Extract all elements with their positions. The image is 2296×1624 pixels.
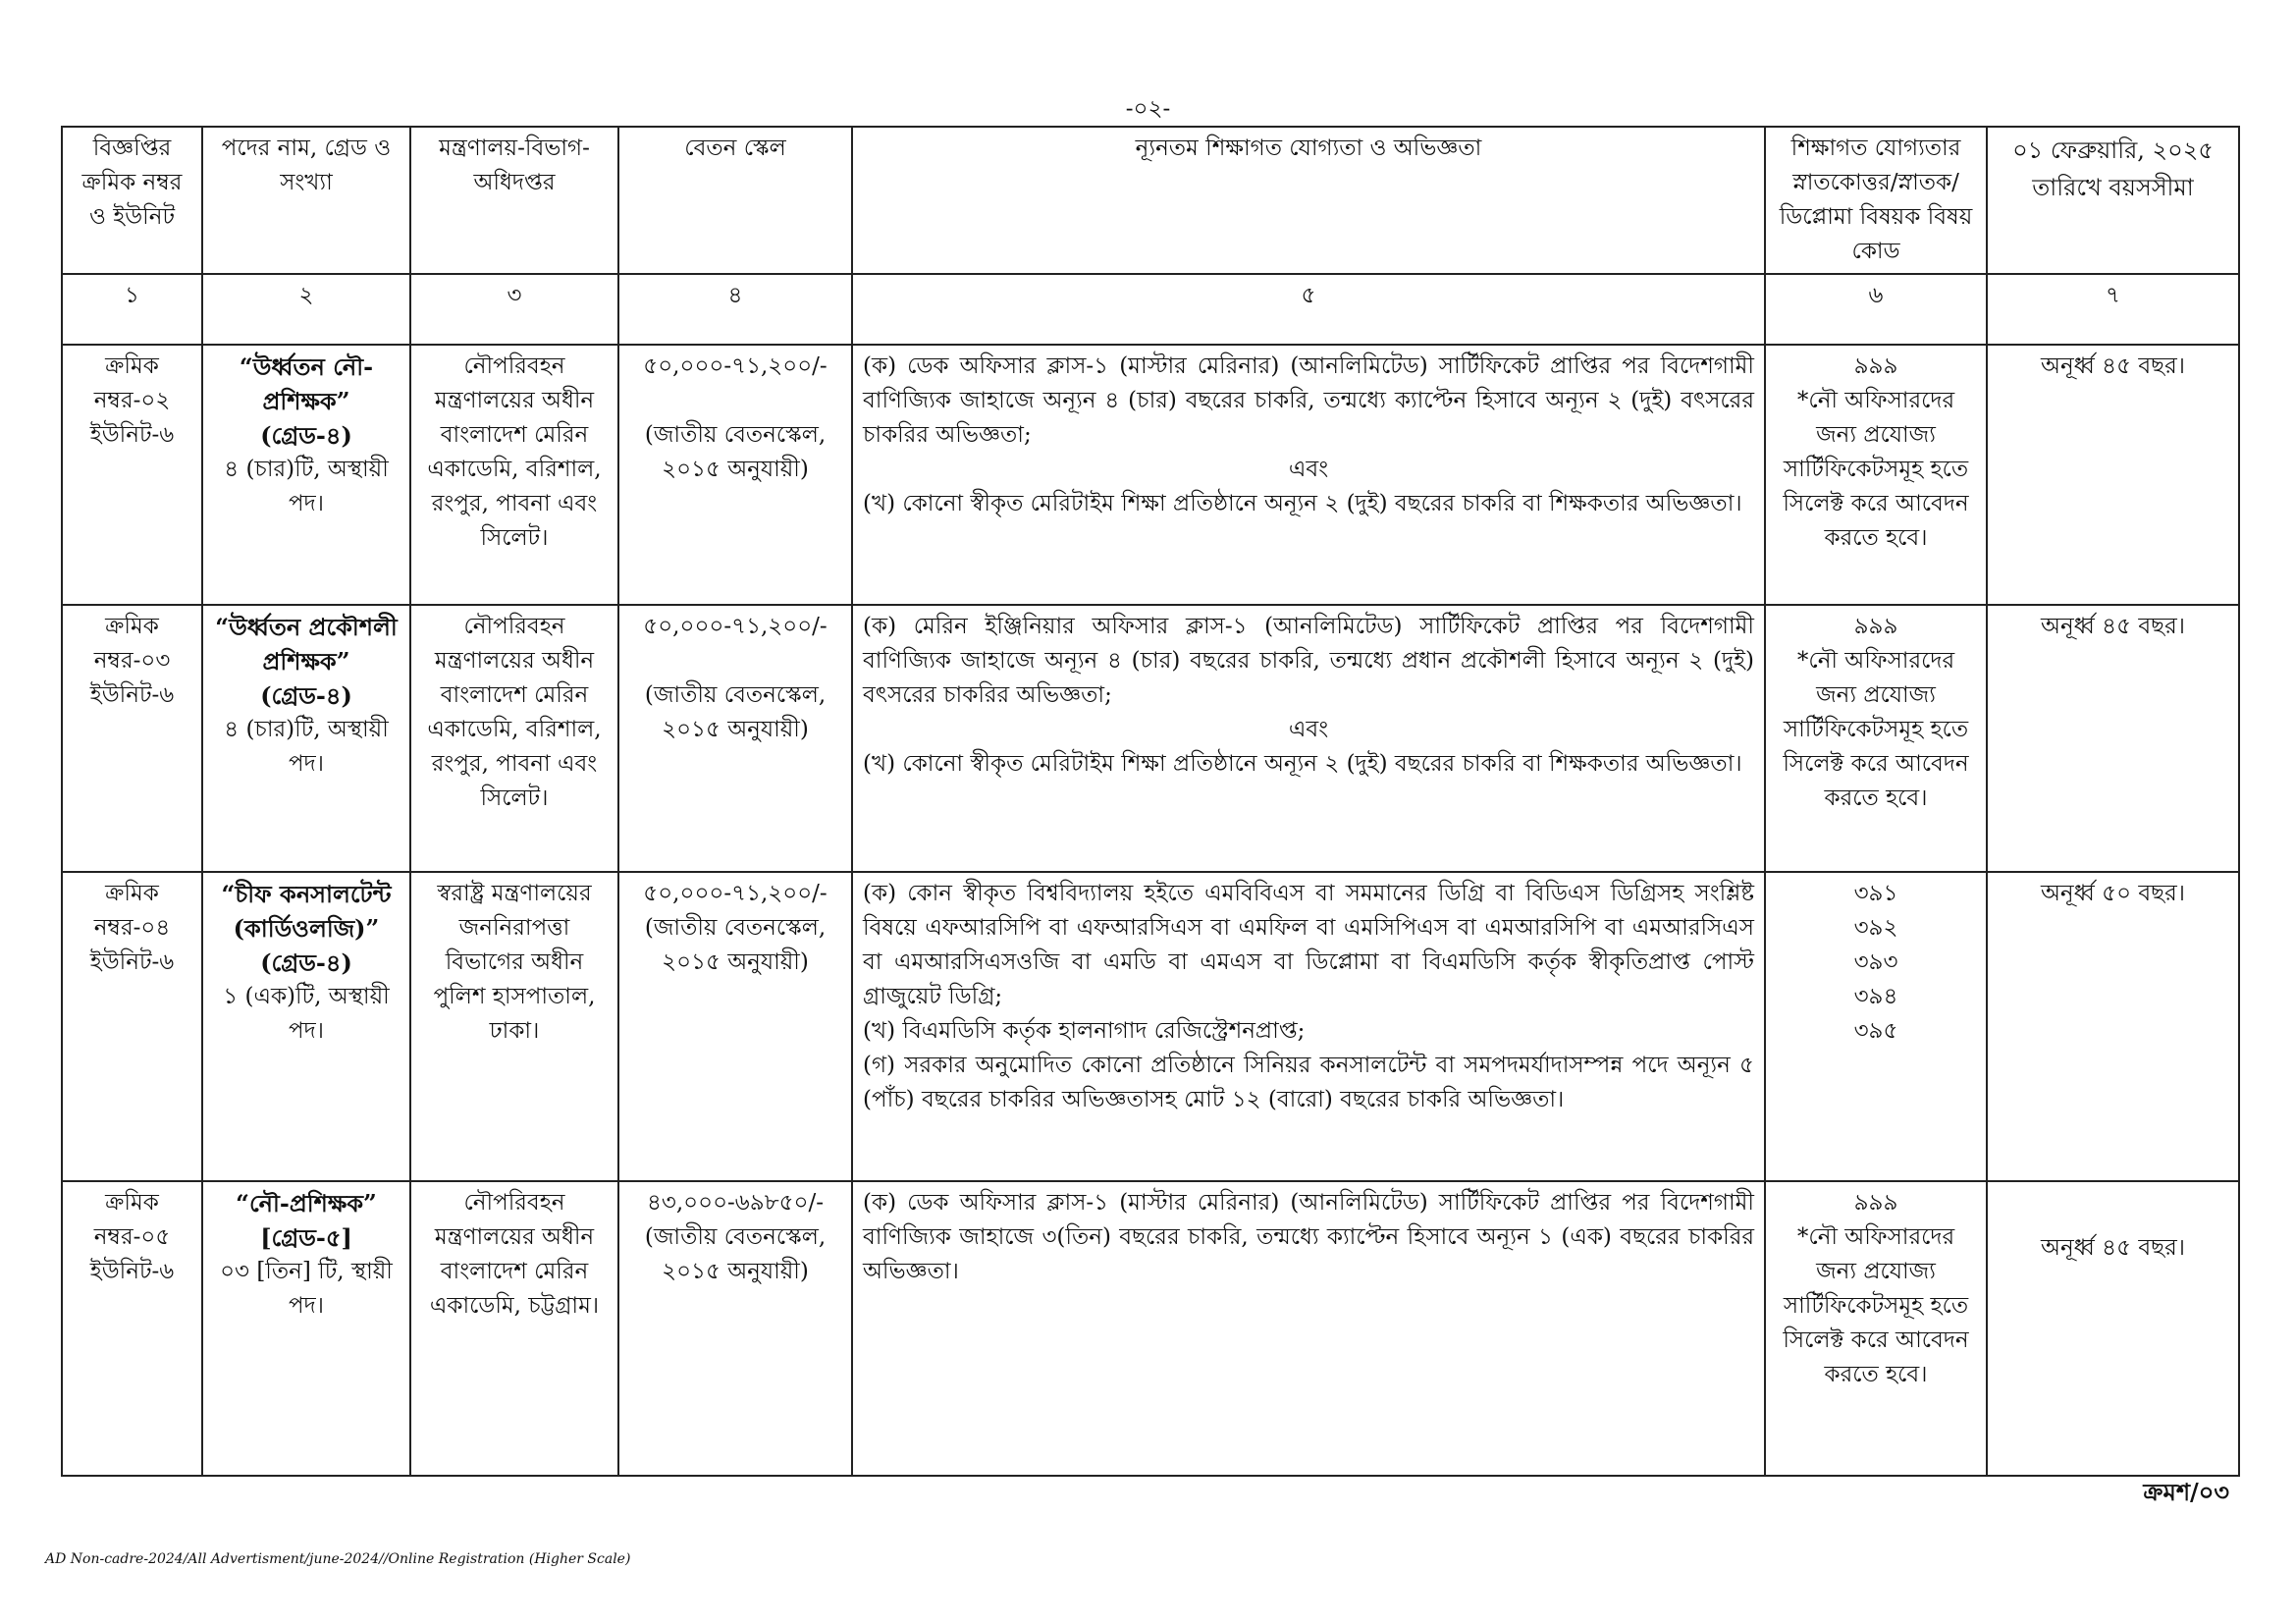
header-row — [62, 127, 2239, 274]
qualification-cell — [852, 1181, 1765, 1476]
qualification-and: এবং — [1288, 457, 1329, 482]
footer-path: AD Non-cadre-2024/All Advertisment/june-2024//Online Registration (Higher Scale) — [45, 1551, 631, 1567]
header-pay-scale: বেতন স্কেল — [618, 127, 852, 274]
subject-code-cell — [1765, 345, 1987, 605]
post-grade: [গ্রেড-৫] — [260, 1223, 352, 1252]
pay-cell — [618, 605, 852, 872]
post-grade: (গ্রেড-৪) — [260, 948, 352, 977]
header-subject-code: শিক্ষাগত যোগ্যতার স্নাতকোত্তর/স্নাতক/ ডিপ্লোমা বিষয়ক বিষয় কোড — [1765, 127, 1987, 274]
column-number: ১ — [62, 274, 202, 345]
age-limit: অনূর্ধ্ব ৪৫ বছর। — [1987, 605, 2239, 872]
qualification-a: (ক) ডেক অফিসার ক্লাস-১ (মাস্টার মেরিনার) (আনলিমিটেড) সার্টিফিকেট প্রাপ্তির পর বিদেশগামী বাণিজ্যিক জাহাজে অন্যূন ৪ (চার) বছরের চাকরি, তন্মধ্যে ক্যাপ্টেন হিসাবে অন্যূন ২ (দুই) বৎসরের চাকরির অভিজ্ঞতা; — [863, 353, 1754, 448]
header-post: পদের নাম, গ্রেড ও সংখ্যা — [202, 127, 410, 274]
subject-code-cell — [1765, 605, 1987, 872]
post-title: “নৌ-প্রশিক্ষক” — [236, 1189, 377, 1218]
pay-scale: ৫০,০০০-৭১,২০০/- — [643, 881, 828, 906]
post-cell — [202, 872, 410, 1181]
page-number: -০২- — [1125, 96, 1171, 122]
continued-label: ক্রমশ/০৩ — [2143, 1478, 2229, 1506]
table-row — [62, 345, 2239, 605]
age-limit: অনূর্ধ্ব ৫০ বছর। — [1987, 872, 2239, 1181]
ministry: স্বরাষ্ট্র মন্ত্রণালয়ের জননিরাপত্তা বিভাগের অধীন পুলিশ হাসপাতাল, ঢাকা। — [410, 872, 618, 1181]
post-cell — [202, 605, 410, 872]
qualification-a: (ক) মেরিন ইঞ্জিনিয়ার অফিসার ক্লাস-১ (আনলিমিটেড) সার্টিফিকেট প্রাপ্তির পর বিদেশগামী বাণিজ্যিক জাহাজে অন্যূন ৪ (চার) বছরের চাকরি, তন্মধ্যে প্রধান প্রকৌশলী হিসাবে অন্যূন ২ (দুই) বৎসরের চাকরির অভিজ্ঞতা; — [863, 614, 1754, 708]
subject-code: ৩৯১ — [1853, 881, 1898, 906]
subject-code-note: *নৌ অফিসারদের জন্য প্রযোজ্য সার্টিফিকেটসমূহ হতে সিলেক্ট করে আবেদন করতে হবে। — [1783, 648, 1969, 811]
serial-unit: ক্রমিক নম্বর-০৫ ইউনিট-৬ — [62, 1181, 202, 1476]
column-number: ৪ — [618, 274, 852, 345]
column-number: ৭ — [1987, 274, 2239, 345]
header-ministry: মন্ত্রণালয়-বিভাগ-অধিদপ্তর — [410, 127, 618, 274]
table-row — [62, 605, 2239, 872]
pay-note: (জাতীয় বেতনস্কেল, ২০১৫ অনুযায়ী) — [644, 915, 827, 975]
subject-code-note: *নৌ অফিসারদের জন্য প্রযোজ্য সার্টিফিকেটসমূহ হতে সিলেক্ট করে আবেদন করতে হবে। — [1783, 388, 1969, 551]
post-count: ৪ (চার)টি, অস্থায়ী পদ। — [224, 717, 389, 777]
subject-code: ৯৯৯ — [1853, 1190, 1898, 1216]
post-grade: (গ্রেড-৪) — [260, 421, 352, 450]
subject-codes — [1765, 872, 1987, 1181]
table-row — [62, 872, 2239, 1181]
pay-cell — [618, 872, 852, 1181]
qualification-cell — [852, 605, 1765, 872]
pay-note: (জাতীয় বেতনস্কেল, ২০১৫ অনুযায়ী) — [644, 1224, 827, 1284]
serial-unit: ক্রমিক নম্বর-০৩ ইউনিট-৬ — [62, 605, 202, 872]
header-age-limit: ০১ ফেব্রুয়ারি, ২০২৫ তারিখে বয়সসীমা — [1987, 127, 2239, 274]
qualification-b: (খ) কোনো স্বীকৃত মেরিটাইম শিক্ষা প্রতিষ্ঠানে অন্যূন ২ (দুই) বছরের চাকরি বা শিক্ষকতার অভিজ্ঞতা। — [863, 751, 1742, 777]
ministry: নৌপরিবহন মন্ত্রণালয়ের অধীন বাংলাদেশ মেরিন একাডেমি, চট্টগ্রাম। — [410, 1181, 618, 1476]
post-cell — [202, 1181, 410, 1476]
post-cell — [202, 345, 410, 605]
qualification-a: (ক) কোন স্বীকৃত বিশ্ববিদ্যালয় হইতে এমবিবিএস বা সমমানের ডিগ্রি বা বিডিএস ডিগ্রিসহ সংশ্লিষ্ট বিষয়ে এফআরসিপি বা এফআরসিএস বা এমফিল বা এমসিপিএস বা এমআরসিপি বা এমআরসিএস বা এমআরসিএসওজি বা এমডি বা এমএস বা ডিপ্লোমা বা বিএমডিসি কর্তৃক স্বীকৃতিপ্রাপ্ত পোস্ট গ্রাজুয়েট ডিগ্রি; — [863, 881, 1754, 1009]
post-title: “উর্ধ্বতন নৌ-প্রশিক্ষক” — [239, 352, 374, 415]
qualification-cell — [852, 345, 1765, 605]
ministry: নৌপরিবহন মন্ত্রণালয়ের অধীন বাংলাদেশ মেরিন একাডেমি, বরিশাল, রংপুর, পাবনা এবং সিলেট। — [410, 605, 618, 872]
age-limit: অনূর্ধ্ব ৪৫ বছর। — [1987, 1181, 2239, 1476]
post-title: “উর্ধ্বতন প্রকৌশলী প্রশিক্ষক” — [215, 613, 398, 676]
qualification-cell — [852, 872, 1765, 1181]
post-count: ৪ (চার)টি, অস্থায়ী পদ। — [224, 457, 389, 516]
post-title: “চীফ কনসালটেন্ট (কার্ডিওলজি)” — [221, 880, 392, 943]
qualification-a: (ক) ডেক অফিসার ক্লাস-১ (মাস্টার মেরিনার) (আনলিমিটেড) সার্টিফিকেট প্রাপ্তির পর বিদেশগামী বাণিজ্যিক জাহাজে ৩(তিন) বছরের চাকরি, তন্মধ্যে ক্যাপ্টেন হিসাবে অন্যূন ১ (এক) বছরের চাকরির অভিজ্ঞতা। — [863, 1190, 1754, 1284]
post-count: ০৩ [তিন] টি, স্থায়ী পদ। — [220, 1259, 393, 1319]
table-row — [62, 1181, 2239, 1476]
column-number: ২ — [202, 274, 410, 345]
ministry: নৌপরিবহন মন্ত্রণালয়ের অধীন বাংলাদেশ মেরিন একাডেমি, বরিশাল, রংপুর, পাবনা এবং সিলেট। — [410, 345, 618, 605]
pay-scale: ৫০,০০০-৭১,২০০/- — [643, 614, 828, 639]
column-number: ৬ — [1765, 274, 1987, 345]
age-limit: অনূর্ধ্ব ৪৫ বছর। — [1987, 345, 2239, 605]
qualification-c: (গ) সরকার অনুমোদিত কোনো প্রতিষ্ঠানে সিনিয়র কনসালটেন্ট বা সমপদমর্যাদাসম্পন্ন পদে অন্যূন ৫ (পাঁচ) বছরের চাকরির অভিজ্ঞতাসহ মোট ১২ (বারো) বছরের চাকরি অভিজ্ঞতা। — [863, 1053, 1754, 1112]
header-serial: বিজ্ঞপ্তির ক্রমিক নম্বর ও ইউনিট — [62, 127, 202, 274]
subject-code-cell — [1765, 1181, 1987, 1476]
column-number-row — [62, 274, 2239, 345]
subject-code-note: *নৌ অফিসারদের জন্য প্রযোজ্য সার্টিফিকেটসমূহ হতে সিলেক্ট করে আবেদন করতে হবে। — [1783, 1224, 1969, 1387]
subject-code: ৩৯৩ — [1853, 949, 1898, 975]
subject-code: ৩৯৪ — [1853, 984, 1898, 1009]
pay-scale: ৪৩,০০০-৬৯৮৫০/- — [646, 1190, 825, 1216]
pay-scale: ৫০,০০০-৭১,২০০/- — [643, 353, 828, 379]
post-grade: (গ্রেড-৪) — [260, 681, 352, 710]
pay-cell — [618, 345, 852, 605]
serial-unit: ক্রমিক নম্বর-০২ ইউনিট-৬ — [62, 345, 202, 605]
subject-code: ৩৯৫ — [1853, 1018, 1898, 1044]
subject-code: ৯৯৯ — [1853, 353, 1898, 379]
post-count: ১ (এক)টি, অস্থায়ী পদ। — [223, 984, 390, 1044]
column-number: ৫ — [852, 274, 1765, 345]
pay-note: (জাতীয় বেতনস্কেল, ২০১৫ অনুযায়ী) — [644, 682, 827, 742]
pay-cell — [618, 1181, 852, 1476]
serial-unit: ক্রমিক নম্বর-০৪ ইউনিট-৬ — [62, 872, 202, 1181]
recruitment-table — [61, 126, 2240, 1477]
subject-code: ৯৯৯ — [1853, 614, 1898, 639]
qualification-and: এবং — [1288, 717, 1329, 742]
qualification-b: (খ) বিএমডিসি কর্তৃক হালনাগাদ রেজিস্ট্রেশনপ্রাপ্ত; — [863, 1018, 1306, 1044]
qualification-b: (খ) কোনো স্বীকৃত মেরিটাইম শিক্ষা প্রতিষ্ঠানে অন্যূন ২ (দুই) বছরের চাকরি বা শিক্ষকতার অভিজ্ঞতা। — [863, 491, 1742, 516]
subject-code: ৩৯২ — [1853, 915, 1898, 941]
column-number: ৩ — [410, 274, 618, 345]
pay-note: (জাতীয় বেতনস্কেল, ২০১৫ অনুযায়ী) — [644, 422, 827, 482]
header-qualification: ন্যূনতম শিক্ষাগত যোগ্যতা ও অভিজ্ঞতা — [852, 127, 1765, 274]
